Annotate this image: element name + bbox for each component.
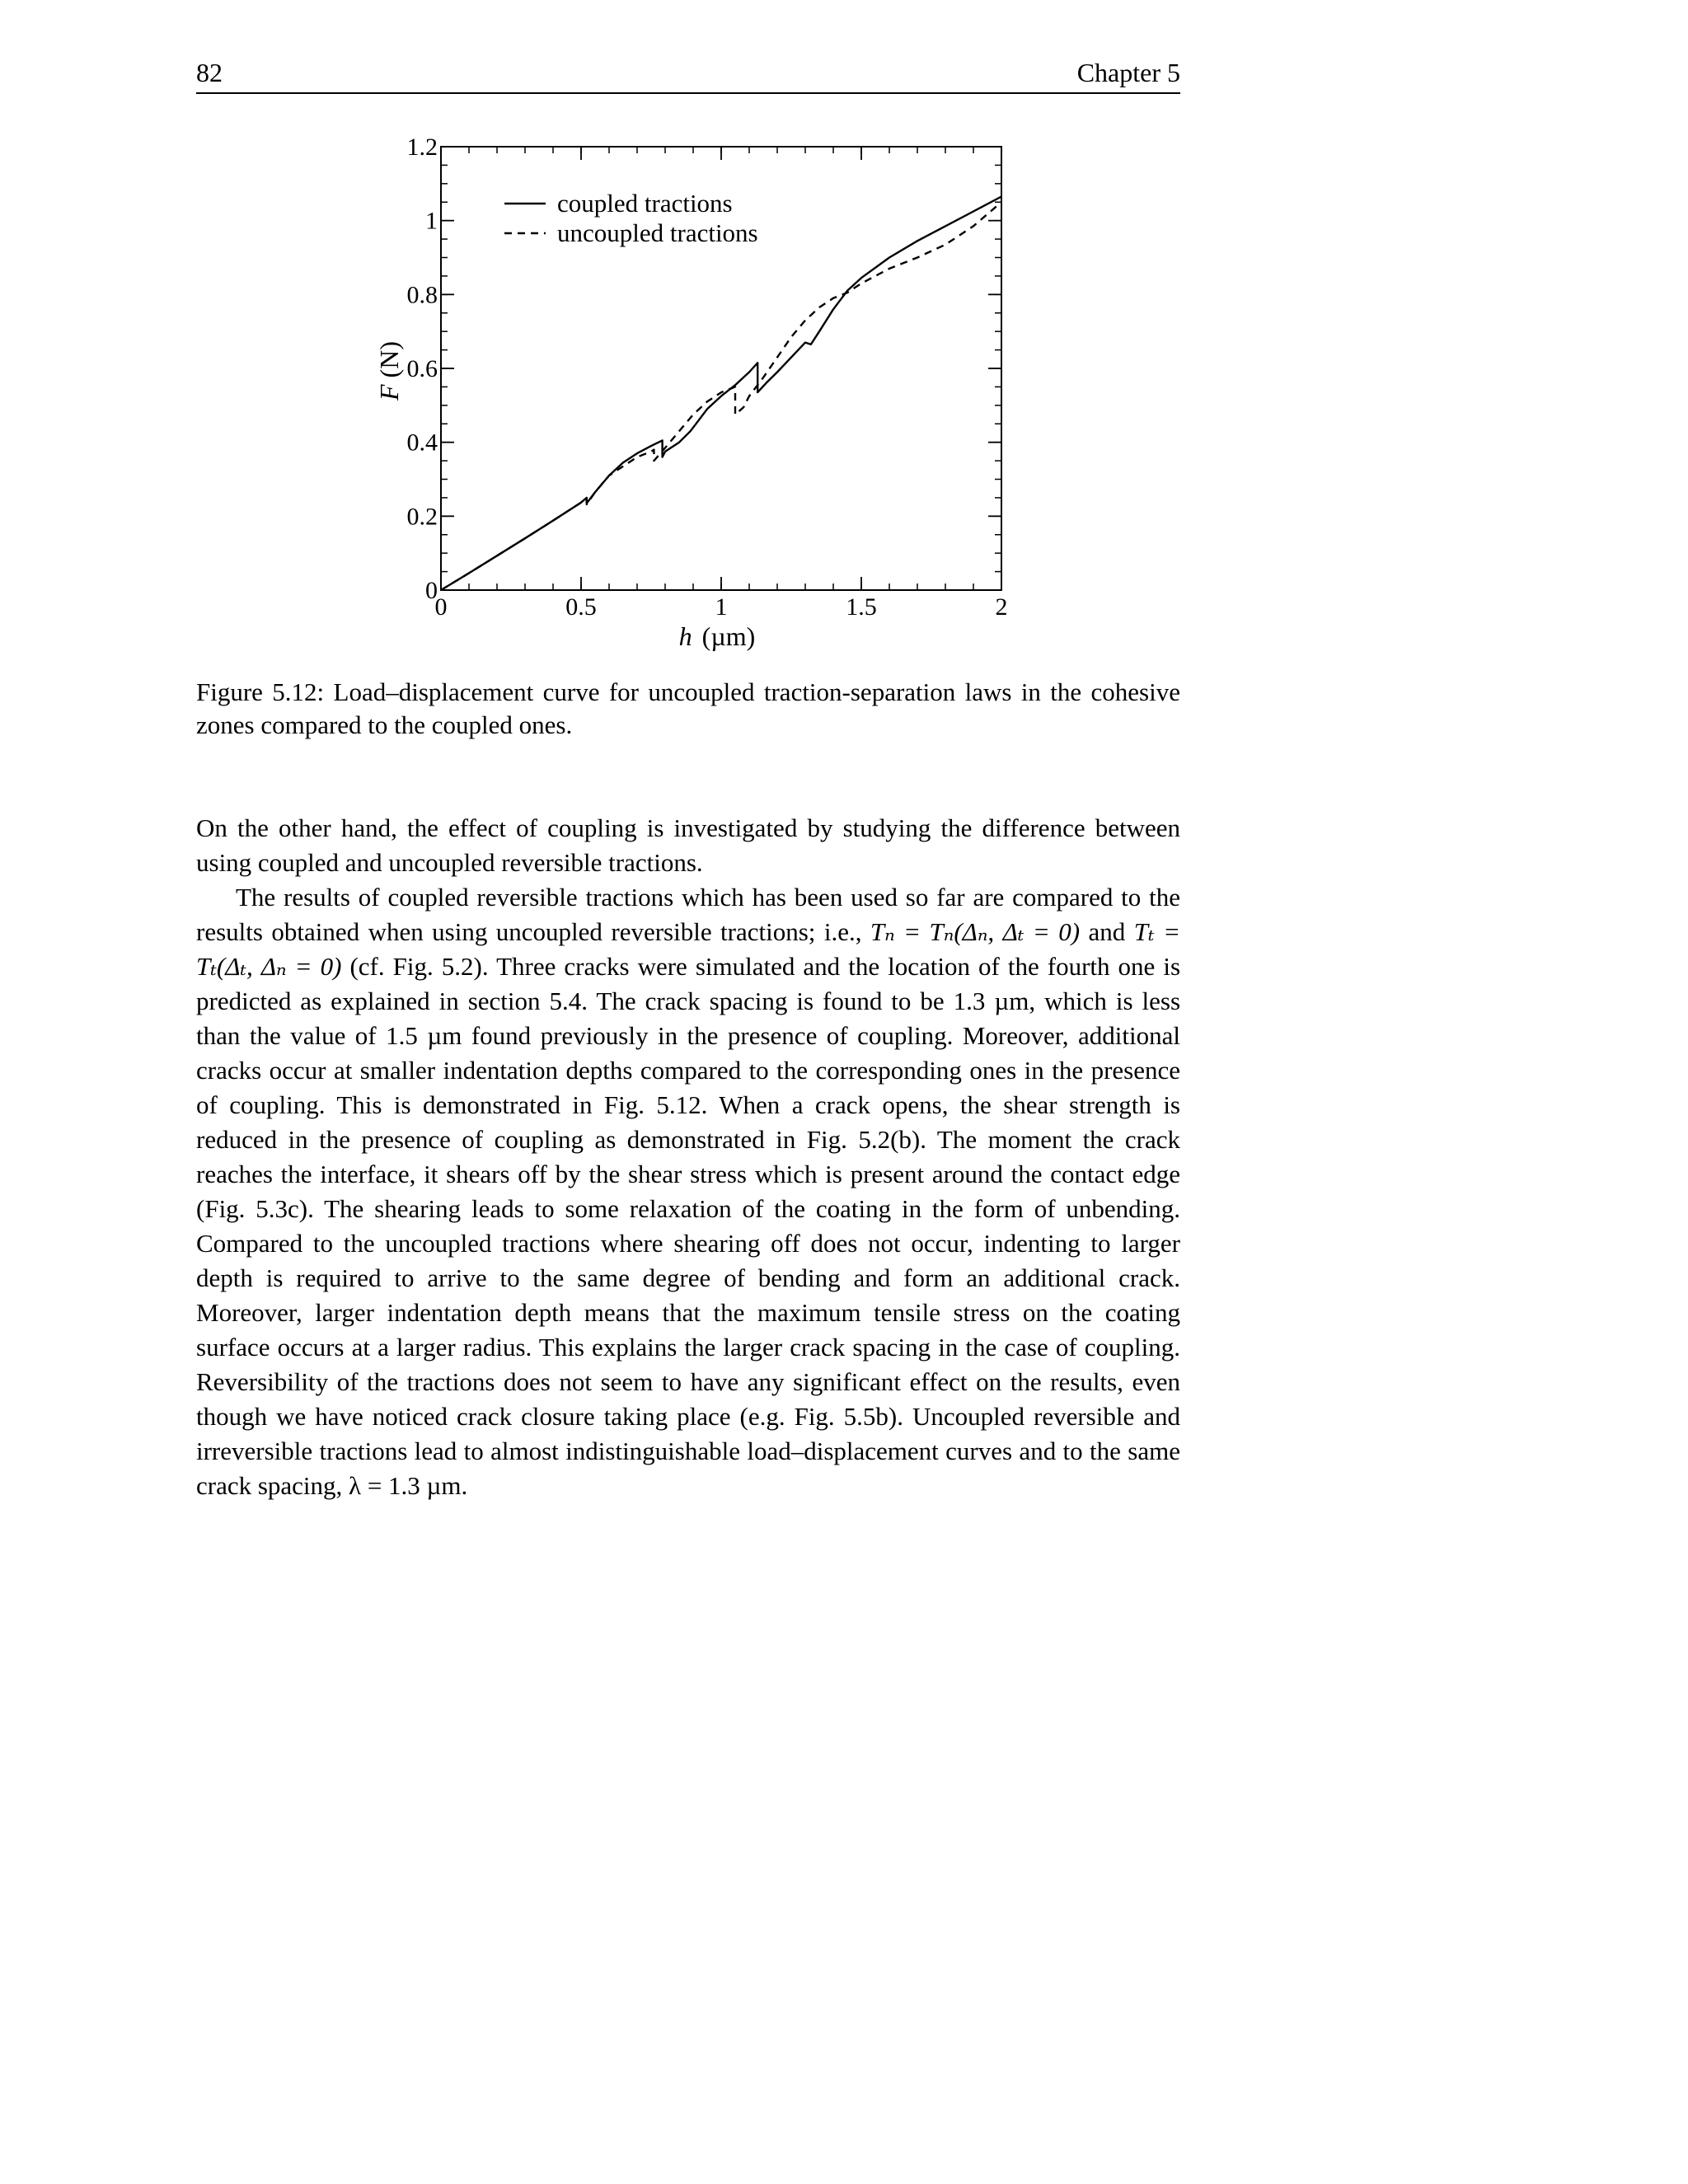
- series-line-coupled: [441, 197, 1001, 591]
- y-tick-label: 1: [425, 207, 438, 235]
- y-tick-label: 0.8: [406, 281, 438, 309]
- y-axis-label: F(N): [374, 341, 404, 401]
- y-tick-label: 1.2: [406, 134, 438, 161]
- series-line-uncoupled: [441, 202, 1001, 590]
- x-axis-label: h (µm): [678, 621, 756, 651]
- x-tick-label: 0.5: [565, 593, 597, 621]
- equation-tt: Tₜ = Tₜ(Δₜ, Δₙ = 0): [196, 917, 1180, 981]
- legend-label-uncoupled: uncoupled tractions: [557, 218, 758, 247]
- x-tick-label: 1.5: [846, 593, 877, 621]
- page-number: 82: [196, 58, 223, 87]
- x-tick-label: 0: [434, 593, 448, 621]
- load-displacement-chart: [0, 0, 1688, 676]
- previous-spacing-value: 1.5 µm: [386, 1021, 462, 1050]
- y-tick-label: 0: [425, 577, 438, 604]
- y-tick-label: 0.6: [406, 355, 438, 382]
- page-header: [196, 56, 1180, 94]
- x-tick-label: 2: [995, 593, 1008, 621]
- paragraph-2: The results of coupled reversible tractions which has been used so far are compared to the results obtained when using uncoupled reversible tractions; i.e., Tₙ = Tₙ(Δₙ, Δₜ = 0) and Tₜ = Tₜ(Δₜ, Δₙ = 0) (cf. Fig. 5.2). Three cracks were simulated and the location of the fourth one is predicted as explained in section 5.4. The crack spacing is found to be 1.3 µm, which is less than the value of 1.5 µm found previously in the presence of coupling. Moreover, additional cracks occur at smaller indentation depths compared to the corresponding ones in the presence of coupling. This is demonstrated in Fig. 5.12. When a crack opens, the shear strength is reduced in the presence of coupling as demonstrated in Fig. 5.2(b). The moment the crack reaches the interface, it shears off by the shear stress which is present around the contact edge (Fig. 5.3c). The shearing leads to some relaxation of the coating in the form of unbending. Compared to the uncoupled tractions where shearing off does not occur, indenting to larger depth is required to arrive to the same degree of bending and form an additional crack. Moreover, larger indentation depth means that the maximum tensile stress on the coating surface occurs at a larger radius. This explains the larger crack spacing in the case of coupling. Reversibility of the tractions does not seem to have any significant effect on the results, even though we have noticed crack closure taking place (e.g. Fig. 5.5b). Uncoupled reversible and irreversible tractions lead to almost indistinguishable load–displacement curves and to the same crack spacing, λ = 1.3 µm.: [196, 883, 1181, 1500]
- y-tick-label: 0.4: [406, 429, 438, 457]
- equation-tn: Tₙ = Tₙ(Δₙ, Δₜ = 0): [870, 917, 1081, 946]
- crack-spacing-value: 1.3 µm: [953, 987, 1029, 1015]
- y-tick-label: 0.2: [406, 503, 438, 531]
- legend-label-coupled: coupled tractions: [557, 189, 733, 218]
- figure-caption: Figure 5.12: Load–displacement curve for uncoupled traction-separation laws in the cohesive zones compared to the coupled ones.: [196, 677, 1180, 739]
- lambda-value: λ = 1.3 µm: [349, 1471, 462, 1500]
- paragraph-1: On the other hand, the effect of coupling is investigated by studying the difference between using coupled and uncoupled reversible tractions.: [196, 813, 1180, 877]
- plot-frame: [441, 147, 1001, 590]
- chapter-title: Chapter 5: [1076, 58, 1180, 87]
- x-tick-label: 1: [715, 593, 728, 621]
- body-text: [196, 811, 1180, 1503]
